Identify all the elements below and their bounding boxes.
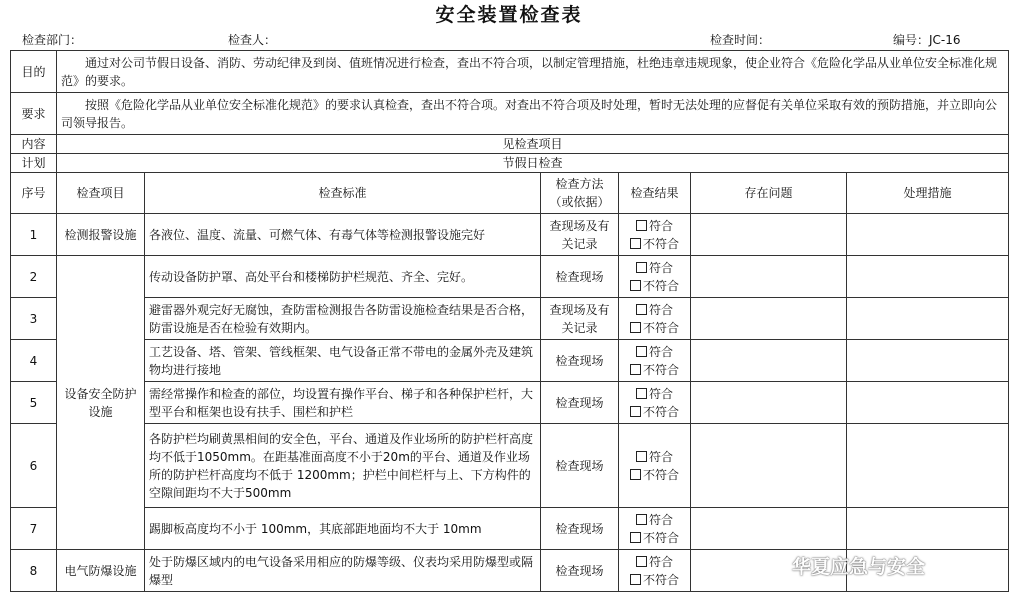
not-ok-option[interactable]: 不符合 [623, 403, 686, 421]
measure-cell[interactable] [847, 298, 1009, 340]
not-ok-option[interactable]: 不符合 [623, 277, 686, 295]
checkbox[interactable] [630, 406, 641, 417]
table-row [11, 256, 1009, 298]
row-standard: 避雷器外观完好无腐蚀，查防雷检测报告各防雷设施检查结果是否合格，防雷设施是否在检验有效期内。 [145, 298, 541, 340]
ok-option[interactable]: 符合 [623, 259, 686, 277]
checkbox[interactable] [630, 364, 641, 375]
not-ok-option[interactable]: 不符合 [623, 319, 686, 337]
problem-cell[interactable] [691, 214, 847, 256]
wechat-icon [760, 554, 786, 576]
measure-cell[interactable] [847, 424, 1009, 508]
not-ok-option[interactable]: 不符合 [623, 529, 686, 547]
result-cell [619, 382, 691, 424]
checkbox[interactable] [630, 280, 641, 291]
result-cell [619, 298, 691, 340]
checkbox[interactable] [630, 469, 641, 480]
plan-row [11, 154, 1009, 173]
table-row [11, 298, 1009, 340]
result-cell [619, 340, 691, 382]
ok-option[interactable]: 符合 [623, 343, 686, 361]
not-ok-option[interactable]: 不符合 [623, 571, 686, 589]
content-value: 见检查项目 [57, 135, 1009, 154]
checkbox[interactable] [636, 388, 647, 399]
checkbox[interactable] [630, 532, 641, 543]
purpose-text: 通过对公司节假日设备、消防、劳动纪律及到岗、值班情况进行检查，查出不符合项，以制定管理措施，杜绝违章违规现象，使企业符合《危险化学品从业单位安全标准化规范》的要求。 [57, 51, 1009, 93]
result-cell [619, 508, 691, 550]
header-row [11, 173, 1009, 214]
table-row [11, 382, 1009, 424]
row-number: 1 [11, 214, 57, 256]
table-row [11, 424, 1009, 508]
measure-cell[interactable] [847, 214, 1009, 256]
header-no: 序号 [11, 173, 57, 214]
ok-option[interactable]: 符合 [623, 385, 686, 403]
watermark [760, 550, 925, 580]
purpose-label: 目的 [11, 51, 57, 93]
time-label: 检查时间： [710, 33, 771, 47]
measure-cell[interactable] [847, 508, 1009, 550]
not-ok-option[interactable]: 不符合 [623, 235, 686, 253]
result-cell [619, 214, 691, 256]
row-method: 检查现场 [541, 550, 619, 592]
requirement-label: 要求 [11, 93, 57, 135]
row-standard: 处于防爆区域内的电气设备采用相应的防爆等级、仪表均采用防爆型或隔爆型 [145, 550, 541, 592]
requirement-row [11, 93, 1009, 135]
dept-label: 检查部门： [22, 33, 83, 47]
checkbox[interactable] [636, 514, 647, 525]
measure-cell[interactable] [847, 382, 1009, 424]
group-label-explosion-proof: 电气防爆设施 [57, 550, 145, 592]
inspector-label: 检查人： [228, 33, 277, 47]
content-label: 内容 [11, 135, 57, 154]
header-item: 检查项目 [57, 173, 145, 214]
group-label-protection: 设备安全防护设施 [57, 256, 145, 550]
row-number: 8 [11, 550, 57, 592]
checkbox[interactable] [636, 346, 647, 357]
content-row [11, 135, 1009, 154]
purpose-row [11, 51, 1009, 93]
row-number: 6 [11, 424, 57, 508]
row-number: 2 [11, 256, 57, 298]
inspection-table [10, 50, 1009, 592]
ok-option[interactable]: 符合 [623, 511, 686, 529]
result-cell [619, 424, 691, 508]
ok-option[interactable]: 符合 [623, 553, 686, 571]
checkbox[interactable] [630, 322, 641, 333]
row-method: 检查现场 [541, 508, 619, 550]
checkbox[interactable] [636, 556, 647, 567]
code-label: 编号：JC-16 [893, 33, 961, 47]
problem-cell[interactable] [691, 256, 847, 298]
row-number: 3 [11, 298, 57, 340]
result-cell [619, 550, 691, 592]
problem-cell[interactable] [691, 340, 847, 382]
not-ok-option[interactable]: 不符合 [623, 466, 686, 484]
ok-option[interactable]: 符合 [623, 448, 686, 466]
header-method: 检查方法（或依据） [541, 173, 619, 214]
watermark-text: 华夏应急与安全 [792, 555, 926, 578]
measure-cell[interactable] [847, 340, 1009, 382]
row-standard: 踢脚板高度均不小于 100mm，其底部距地面均不大于 10mm [145, 508, 541, 550]
checkbox[interactable] [636, 262, 647, 273]
not-ok-option[interactable]: 不符合 [623, 361, 686, 379]
measure-cell[interactable] [847, 256, 1009, 298]
row-method: 检查现场 [541, 340, 619, 382]
requirement-text: 按照《危险化学品从业单位安全标准化规范》的要求认真检查，查出不符合项。对查出不符合项及时处理，暂时无法处理的应督促有关单位采取有效的预防措施，并立即向公司领导报告。 [57, 93, 1009, 135]
row-standard: 传动设备防护罩、高处平台和楼梯防护栏规范、齐全、完好。 [145, 256, 541, 298]
row-number: 4 [11, 340, 57, 382]
ok-option[interactable]: 符合 [623, 217, 686, 235]
group-label-detection: 检测报警设施 [57, 214, 145, 256]
header-measure: 处理措施 [847, 173, 1009, 214]
row-standard: 各防护栏均刷黄黑相间的安全色，平台、通道及作业场所的防护栏杆高度均不低于1050mm。在距基准面高度不小于20m的平台、通道及作业场所的防护栏杆高度均不低于 1200mm；护栏中间栏杆与上、下方构件的空隙间距均不大于500mm [145, 424, 541, 508]
table-row [11, 214, 1009, 256]
row-number: 5 [11, 382, 57, 424]
plan-label: 计划 [11, 154, 57, 173]
table-row [11, 508, 1009, 550]
row-number: 7 [11, 508, 57, 550]
checkbox[interactable] [636, 304, 647, 315]
problem-cell[interactable] [691, 382, 847, 424]
row-standard: 工艺设备、塔、管架、管线框架、电气设备正常不带电的金属外壳及建筑物均进行接地 [145, 340, 541, 382]
problem-cell[interactable] [691, 298, 847, 340]
checkbox[interactable] [630, 238, 641, 249]
row-standard: 需经常操作和检查的部位，均设置有操作平台、梯子和各种保护栏杆，大型平台和框架也设有扶手、围栏和护栏 [145, 382, 541, 424]
document-title: 安全装置检查表 [435, 4, 583, 26]
checkbox[interactable] [630, 574, 641, 585]
header-standard: 检查标准 [145, 173, 541, 214]
header-result: 检查结果 [619, 173, 691, 214]
plan-value: 节假日检查 [57, 154, 1009, 173]
header-problem: 存在问题 [691, 173, 847, 214]
row-method: 检查现场 [541, 424, 619, 508]
checkbox[interactable] [636, 220, 647, 231]
problem-cell[interactable] [691, 424, 847, 508]
row-method: 检查现场 [541, 256, 619, 298]
row-method: 检查现场 [541, 382, 619, 424]
result-cell [619, 256, 691, 298]
ok-option[interactable]: 符合 [623, 301, 686, 319]
checkbox[interactable] [636, 451, 647, 462]
table-row [11, 340, 1009, 382]
row-standard: 各液位、温度、流量、可燃气体、有毒气体等检测报警设施完好 [145, 214, 541, 256]
row-method: 查现场及有关记录 [541, 298, 619, 340]
row-method: 查现场及有关记录 [541, 214, 619, 256]
problem-cell[interactable] [691, 508, 847, 550]
